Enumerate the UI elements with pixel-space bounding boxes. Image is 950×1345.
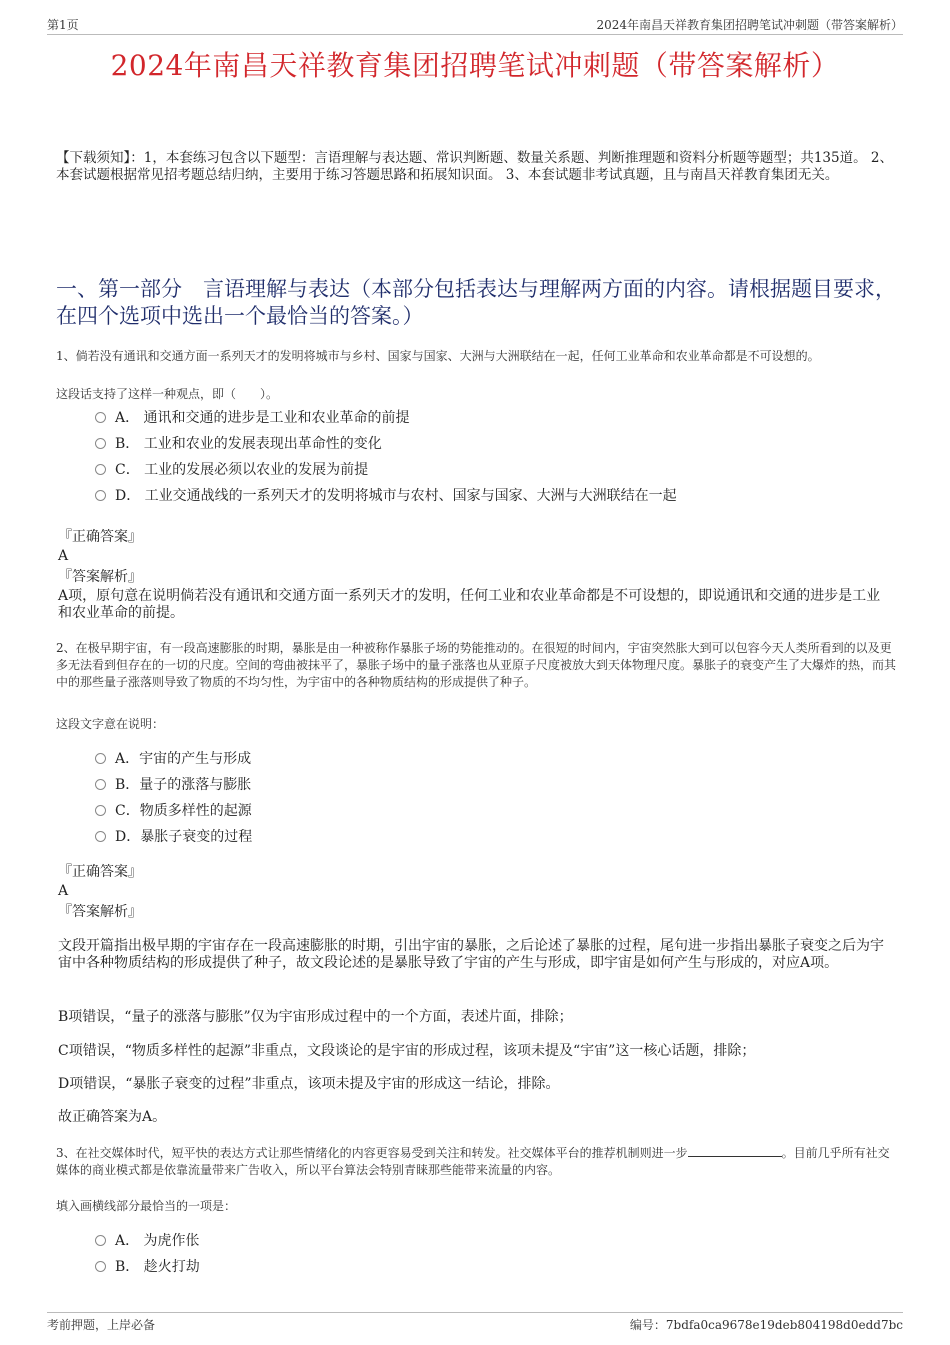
analysis-text: A项，原句意在说明倘若没有通讯和交通方面一系列天才的发明，任何工业和农业革命都是不可设想的，即说通讯和交通的进步是工业和农业革命的前提。 (58, 588, 881, 621)
analysis-label: 『答案解析』 (58, 569, 142, 585)
option-d[interactable]: D． 工业交通战线的一系列天才的发明将城市与农村、国家与国家、大洲与大洲联结在一起 (95, 483, 677, 509)
analysis-c: C项错误，“物质多样性的起源”非重点，文段谈论的是宇宙的形成过程，该项未提及“宇宙”这一核心话题，排除； (58, 1043, 756, 1059)
header-doc-title: 2024年南昌天祥教育集团招聘笔试冲刺题（带答案解析） (596, 18, 903, 32)
radio-icon[interactable] (95, 779, 106, 790)
option-b[interactable]: B． 趁火打劫 (95, 1254, 200, 1280)
analysis-b: B项错误，“量子的涨落与膨胀”仅为宇宙形成过程中的一个方面，表述片面，排除； (58, 1009, 573, 1025)
conclusion: 故正确答案为A。 (58, 1109, 167, 1125)
radio-icon[interactable] (95, 1261, 106, 1272)
answer-value: A (58, 883, 69, 899)
page-number: 第1页 (47, 18, 79, 32)
footer-serial: 编号：7bdfa0ca9678e19deb804198d0edd7bc (629, 1318, 903, 1332)
radio-icon[interactable] (95, 805, 106, 816)
analysis-d: D项错误，“暴胀子衰变的过程”非重点，该项未提及宇宙的形成这一结论，排除。 (58, 1076, 560, 1092)
option-c[interactable]: C． 工业的发展必须以农业的发展为前提 (95, 457, 677, 483)
option-c[interactable]: C．物质多样性的起源 (95, 798, 252, 824)
footer-slogan: 考前押题，上岸必备 (47, 1318, 156, 1332)
answer-label: 『正确答案』 (58, 864, 142, 880)
download-notice: 【下载须知】：1，本套练习包含以下题型：言语理解与表达题、常识判断题、数量关系题、判断推理题和资料分析题等题型；共135道。 2、本套试题根据常见招考题总结归纳，主要用于练习答题思路和拓展知识面。 3、本套试题非考试真题，且与南昌天祥教育集团无关。 (56, 150, 893, 183)
radio-icon[interactable] (95, 438, 106, 449)
page-footer (47, 1312, 903, 1333)
radio-icon[interactable] (95, 753, 106, 764)
option-a[interactable]: A． 通讯和交通的进步是工业和农业革命的前提 (95, 405, 677, 431)
option-a[interactable]: A．宇宙的产生与形成 (95, 746, 252, 772)
analysis-label: 『答案解析』 (58, 904, 142, 920)
radio-icon[interactable] (95, 464, 106, 475)
question-3-options (95, 1228, 200, 1280)
analysis-text: 文段开篇指出极早期的宇宙存在一段高速膨胀的时期，引出宇宙的暴胀，之后论述了暴胀的过程，尾句进一步指出暴胀子衰变之后为宇宙中各种物质结构的形成提供了种子，故文段论述的是暴胀导致了宇宙的产生与形成，即宇宙是如何产生与形成的，对应A项。 (58, 938, 884, 971)
document-title: 2024年南昌天祥教育集团招聘笔试冲刺题（带答案解析） (110, 49, 840, 82)
answer-value: A (58, 548, 69, 564)
option-d[interactable]: D．暴胀子衰变的过程 (95, 824, 252, 850)
section-heading: 一、第一部分 言语理解与表达（本部分包括表达与理解两方面的内容。请根据题目要求，在四个选项中选出一个最恰当的答案。） (56, 277, 896, 328)
option-b[interactable]: B． 工业和农业的发展表现出革命性的变化 (95, 431, 677, 457)
question-1-prompt: 这段话支持了这样一种观点，即（ ）。 (56, 387, 279, 401)
question-1-options (95, 405, 677, 509)
question-3-stem: 3、在社交媒体时代，短平快的表达方式让那些情绪化的内容更容易受到关注和转发。社交媒体平台的推荐机制则进一步 。目前几乎所有社交媒体的商业模式都是依靠流量带来广告收入，所以平台算法会特别青睐那些能带来流量的内容。 (56, 1146, 890, 1177)
radio-icon[interactable] (95, 412, 106, 423)
radio-icon[interactable] (95, 490, 106, 501)
question-3-prompt: 填入画横线部分最恰当的一项是： (56, 1199, 237, 1213)
answer-label: 『正确答案』 (58, 529, 142, 545)
option-a[interactable]: A． 为虎作伥 (95, 1228, 200, 1254)
radio-icon[interactable] (95, 831, 106, 842)
fill-blank[interactable] (688, 1156, 782, 1157)
question-1-stem: 1、倘若没有通讯和交通方面一系列天才的发明将城市与乡村、国家与国家、大洲与大洲联结在一起，任何工业革命和农业革命都是不可设想的。 (56, 349, 820, 363)
question-2-stem: 2、在极早期宇宙，有一段高速膨胀的时期，暴胀是由一种被称作暴胀子场的势能推动的。在很短的时间内，宇宙突然胀大到可以包容今天人类所看到的以及更多无法看到但存在的一切的尺度。空间的弯曲被抹平了，暴胀子场中的量子涨落也从亚原子尺度被放大到天体物理尺度。暴胀子的衰变产生了大爆炸的热，而其中的那些量子涨落则导致了物质的不均匀性，为宇宙中的各种物质结构的形成提供了种子。 (56, 641, 897, 689)
question-2-options (95, 746, 252, 850)
question-2-prompt: 这段文字意在说明： (56, 717, 165, 731)
page-header (47, 16, 903, 35)
radio-icon[interactable] (95, 1235, 106, 1246)
option-b[interactable]: B．量子的涨落与膨胀 (95, 772, 252, 798)
